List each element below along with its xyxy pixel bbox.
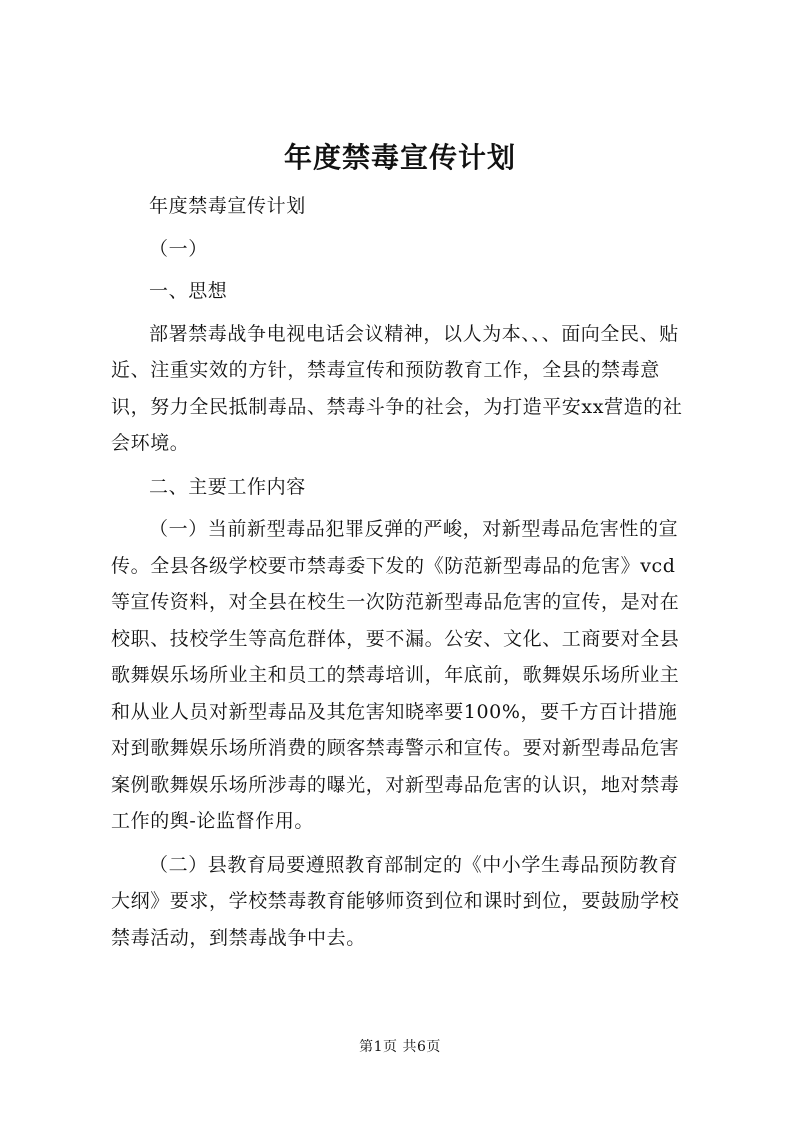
paragraph-section-marker: （一） xyxy=(149,237,208,260)
document-body xyxy=(111,188,695,956)
page-footer: 第1页 共6页 xyxy=(359,1039,441,1055)
heading-main-work: 二、主要工作内容 xyxy=(149,475,306,498)
paragraph-work-item-2: （二）县教育局要遵照教育部制定的《中小学生毒品预防教育大纲》要求，学校禁毒教育能够师资到位和课时到位，要鼓励学校禁毒活动，到禁毒战争中去。 xyxy=(111,853,680,949)
heading-thought: 一、思想 xyxy=(149,280,228,302)
paragraph-work-item-1: （一）当前新型毒品犯罪反弹的严峻，对新型毒品危害性的宣传。全县各级学校要市禁毒委下发的《防范新型毒品的危害》vcd等宣传资料，对全县在校生一次防范新型毒品危害的宣传，是对在校职、技校学生等高危群体，要不漏。公安、文化、工商要对全县歌舞娱乐场所业主和员工的禁毒培训，年底前，歌舞娱乐场所业主和从业人员对新型毒品及其危害知晓率要100%，要千方百计措施对到歌舞娱乐场所消费的顾客禁毒警示和宣传。要对新型毒品危害案例歌舞娱乐场所涉毒的曝光，对新型毒品危害的认识，地对禁毒工作的舆-论监督作用。 xyxy=(111,518,680,832)
paragraph-subtitle: 年度禁毒宣传计划 xyxy=(149,195,306,217)
document-title: 年度禁毒宣传计划 xyxy=(283,141,516,174)
paragraph-thought-body: 部署禁毒战争电视电话会议精神，以人为本、、、面向全民、贴近、注重实效的方针，禁毒宣传和预防教育工作，全县的禁毒意识，努力全民抵制毒品、禁毒斗争的社会，为打造平安xx营造的社会环境。 xyxy=(111,322,683,454)
